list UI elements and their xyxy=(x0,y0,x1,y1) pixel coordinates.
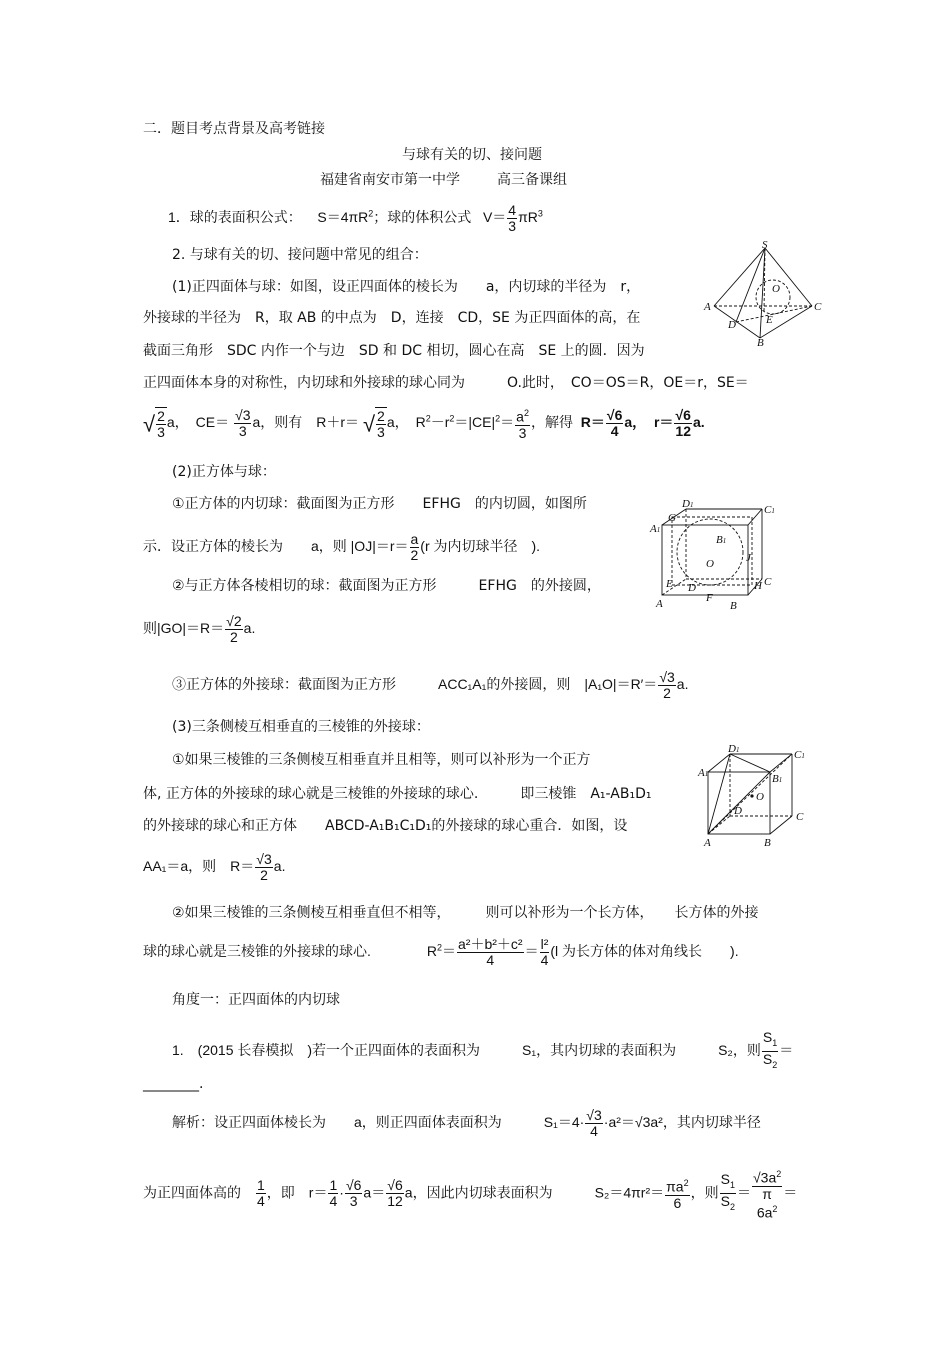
p1-line5: √ $\frac{2}{3}$ a， CE＝ $\frac{√3}{3}$ a，则有 R＋r＝ √ $\frac{2}{3}$ a， $R^2-r^2=|CE|^2=$ $\frac{a^2}{3}$ ，解得 R＝ $\frac{√6}{4}$ a， r＝ $\frac{√6}{12}$ a. xyxy=(143,406,705,441)
label-S: S xyxy=(762,239,768,251)
p2-title: (2)正方体与球： xyxy=(172,464,276,480)
svg-text:F: F xyxy=(706,592,713,604)
p2-c2: ②与正方体各棱相切的球：截面图为正方形 EFHG 的外接圆， xyxy=(172,578,601,594)
svg-text:O: O xyxy=(756,791,764,803)
p3-c2: ②如果三棱锥的三条侧棱互相垂直但不相等， 则可以补形为一个长方体， 长方体的外接 xyxy=(172,905,759,921)
svg-text:C1: C1 xyxy=(794,749,805,761)
svg-text:C: C xyxy=(764,576,772,588)
svg-text:E: E xyxy=(666,578,673,590)
p3-c1b: 体, 正方体的外接球的球心就是三棱锥的外接球的球心. 即三棱锥 A₁-AB₁D₁ xyxy=(143,786,652,802)
label-C: C xyxy=(814,301,822,313)
page-title: 与球有关的切、接问题 xyxy=(402,147,542,163)
svg-text:D: D xyxy=(688,582,696,594)
svg-text:D1: D1 xyxy=(682,498,694,510)
p2-c2b: 则|GO|＝R＝ $\frac{√2}{2}$ a. xyxy=(143,613,256,645)
angle1-heading: 角度一：正四面体的内切球 xyxy=(172,992,340,1008)
svg-text:B1: B1 xyxy=(772,773,783,785)
p3-title: (3)三条侧棱互相垂直的三棱锥的外接球： xyxy=(172,719,430,735)
sol-line2: 为正四面体高的 $\frac{1}{4}$ ，即 r＝ $\frac{1}{4}$ · $\frac{√6}{3}$ a＝ $\frac{√6}{12}$ a，因此内切球表面积为 S₂＝4πr²＝ $\frac{\pi a^2}{6}$ ，则 $\frac{S_1}{S_2}$ ＝ $√3a^2$ π $6a^2$ ＝ xyxy=(143,1169,798,1221)
svg-text:O: O xyxy=(706,558,714,570)
p3-c2b: 球的球心就是三棱锥的外接球的球心. $R^2=$ $\frac{\text{a²＋b²＋c²}}{4}$ ＝ $\frac{\text{l²}}{4}$ (l 为长方体的体对角线长 ). xyxy=(143,936,739,968)
p2-c1b: 示．设正方体的棱长为 a，则 |OJ|＝r＝ $\frac{a}{2}$ (r 为内切球半径 ). xyxy=(143,531,541,563)
label-O: O xyxy=(772,283,780,295)
p3-c1c: 的外接球的球心和正方体 ABCD-A₁B₁C₁D₁的外接球的球心重合．如图，设 xyxy=(143,818,628,834)
svg-text:D: D xyxy=(734,805,742,817)
svg-text:C1: C1 xyxy=(764,504,775,516)
svg-text:B1: B1 xyxy=(716,534,727,546)
p1-line2: 外接球的半径为 R，取 AB 的中点为 D，连接 CD，SE 为正四面体的高，在 xyxy=(143,310,641,326)
svg-text:H: H xyxy=(754,580,762,592)
svg-text:A1: A1 xyxy=(698,767,709,779)
p3-c1d: AA₁＝a，则 R＝ $\frac{√3}{2}$ a. xyxy=(143,851,286,883)
p2-c3: ③正方体的外接球：截面图为正方形 ACC₁A₁的外接圆，则 |A₁O|＝R′＝ $\frac{√3}{2}$ a. xyxy=(172,669,689,701)
svg-text:C: C xyxy=(796,811,804,823)
svg-text:J: J xyxy=(746,552,751,564)
svg-text:D1: D1 xyxy=(728,743,740,755)
q1-text: 1. (2015 长春模拟 )若一个正四面体的表面积为 S₁，其内切球的表面积为 S₂，则 $\frac{S_1}{S_2}$ ＝ xyxy=(172,1029,794,1070)
sol-line1: 解析：设正四面体棱长为 a，则正四面体表面积为 S₁＝4· $\frac{√3}{4}$ ·a²＝√3a²，其内切球半径 xyxy=(172,1107,761,1139)
section-heading: 二．题目考点背景及高考链接 xyxy=(143,121,325,137)
group-name: 高三备课组 xyxy=(497,172,567,188)
svg-text:A: A xyxy=(704,837,711,849)
label-B: B xyxy=(757,337,764,349)
svg-text:G: G xyxy=(668,512,676,524)
svg-text:B: B xyxy=(730,600,737,612)
item1-formulas: 1．球的表面积公式： $S=4\pi R^2$；球的体积公式 V＝ $\frac{4}{3}$ $\pi R^3$ xyxy=(168,202,543,234)
p1-line3: 截面三角形 SDC 内作一个与边 SD 和 DC 相切，圆心在高 SE 上的圆．因为 xyxy=(143,343,645,359)
item2-text: 2. 与球有关的切、接问题中常见的组合： xyxy=(172,247,428,263)
p2-c1: ①正方体的内切球：截面图为正方形 EFHG 的内切圆，如图所 xyxy=(172,496,587,512)
p1-line1: (1)正四面体与球：如图，设正四面体的棱长为 a，内切球的半径为 r， xyxy=(172,279,641,295)
p1-line4: 正四面体本身的对称性，内切球和外接球的球心同为 O.此时， CO＝OS＝R，OE＝r，SE＝ xyxy=(143,375,749,391)
label-E: E xyxy=(766,314,773,326)
svg-text:B: B xyxy=(764,837,771,849)
label-A: A xyxy=(704,301,711,313)
school-name: 福建省南安市第一中学 xyxy=(320,172,460,188)
q1-blank: ________. xyxy=(143,1076,204,1092)
p3-c1: ①如果三棱锥的三条侧棱互相垂直并且相等，则可以补形为一个正方 xyxy=(172,752,591,768)
svg-text:A1: A1 xyxy=(650,523,661,535)
tetrahedron-figure xyxy=(700,239,825,349)
label-D: D xyxy=(728,319,736,331)
cube-pyramid-figure xyxy=(698,742,808,847)
cube-sphere-figure xyxy=(648,497,773,615)
svg-text:A: A xyxy=(656,598,663,610)
